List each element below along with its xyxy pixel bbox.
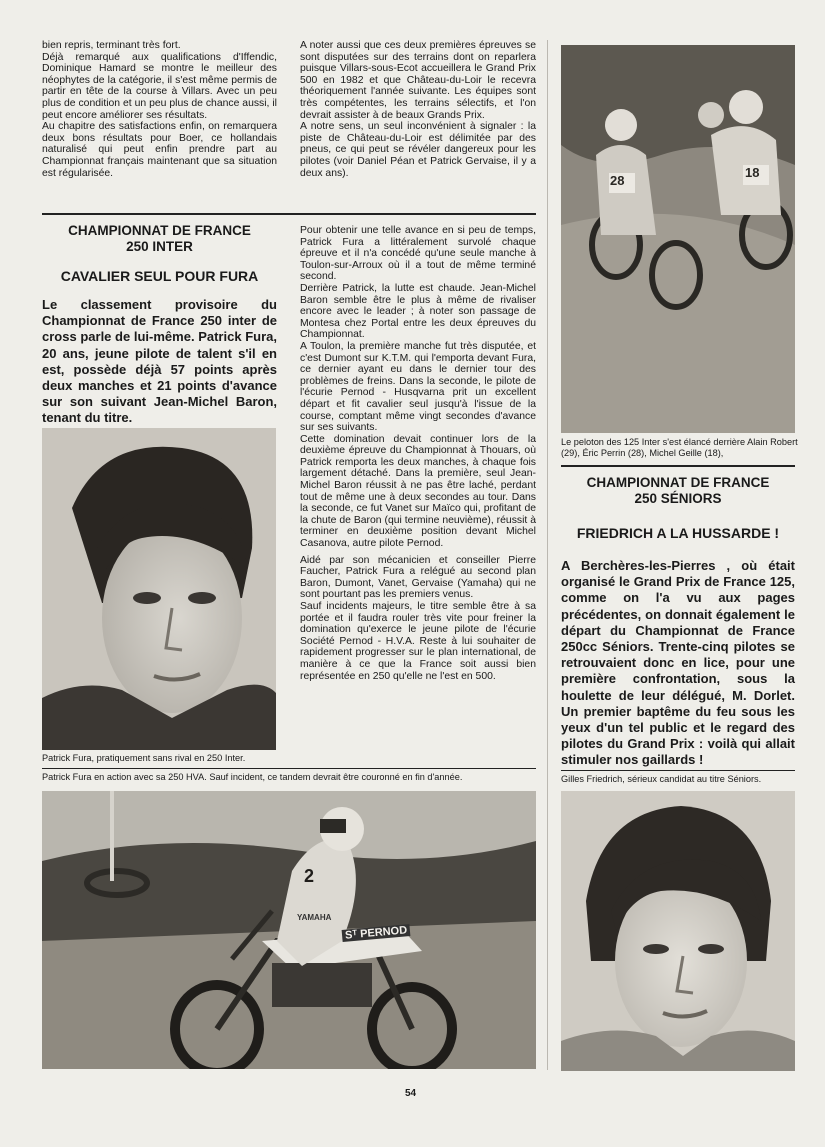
photo-caption: Gilles Friedrich, sérieux candidat au titre Séniors. — [561, 774, 762, 784]
paragraph: A noter aussi que ces deux premières épreuves se sont disputées sur des terrains dont on reparlera puisque Villars-sous-Ecot accueillera le Grand Prix 500 en 1982 et que Château-du-Loir le recevra théoriquement l'année suivante. Les équipes sont très compétentes, les terrains sélectifs, et l'on devrait assister à de beaux Grands Prix. — [300, 40, 536, 121]
paragraph: Pour obtenir une telle avance en si peu de temps, Patrick Fura a littéralement survolé chaque épreuve et il n'a concédé qu'une seule manche à Toulon-sur-Arroux où il a tout de même terminé second. — [300, 225, 536, 283]
bike-sponsor-label: Sᵀ PERNOD — [342, 924, 411, 942]
section-heading: CHAMPIONNAT DE FRANCE 250 INTER — [68, 223, 251, 254]
paragraph: Derrière Patrick, la lutte est chaude. Jean-Michel Baron semble être le plus à même de rivaliser encore avec le leader ; à noter son passage de Montesa chez Portal entre les deux épreuves du Championnat. — [300, 282, 536, 341]
section-divider — [561, 465, 795, 467]
column-a-top — [42, 40, 277, 179]
portrait-friedrich-image — [561, 791, 795, 1071]
paragraph: Au chapitre des satisfactions enfin, on remarquera deux bons résultats pour Boer, ce hollandais naturalisé qui peut enfin prendre part au Championnat français maintenant que sa situation est régularisée. — [42, 121, 277, 179]
column-b-top — [300, 40, 536, 179]
paragraph: A notre sens, un seul inconvénient à signaler : la piste de Château-du-Loir est délimitée par des pneus, ce qui peut se révéler dangereux pour les pilotes (voir Daniel Péan et Patrick Gervaise, il y a deux ans). — [300, 121, 536, 179]
rider-number-b: 18 — [745, 165, 760, 180]
portrait-fura-image — [42, 428, 276, 750]
article-title: CAVALIER SEUL POUR FURA — [60, 268, 259, 284]
paragraph: Sauf incidents majeurs, le titre semble être à sa portée et il faudra rouler très vite pour freiner la domination qu'exerce le jeune pilote de l'écurie Société Pernod - H.V.A. Reste à lui souhaiter de rapidement progresser sur le plan international, de manière à ce que la France soit aussi bien représentée en 250 qu'elle ne l'est en 500. — [300, 601, 536, 682]
column-b-body — [300, 225, 536, 682]
photo-peloton-125 — [561, 45, 795, 433]
paragraph: bien repris, terminant très fort. — [42, 40, 181, 51]
motocross-action-image — [42, 791, 536, 1069]
paragraph: Aidé par son mécanicien et conseiller Pierre Faucher, Patrick Fura a relégué au second plan Baron, Dumont, Vanet, Gervaise (Yamaha) qui ne sont pourtant pas les premiers venus. — [300, 554, 536, 601]
lead-paragraph: Le classement provisoire du Championnat de France 250 inter de cross parle de lui-même. Patrick Fura, 20 ans, jeune pilote de talent s'il en est, possède déjà 57 points après deux manches et 21 points d'avance sur son suivant Jean-Michel Baron, tenant du titre. — [42, 297, 277, 426]
lead-paragraph: A Berchères-les-Pierres , où était organisé le Grand Prix de France 125, comme on l'a vu aux pages précédentes, on donnait également le départ du Championnat de France 250cc Séniors. Trente-cinq pilotes se retrouvaient donc en lice, pour une première confrontation, sous la houlette de leur délégué, M. Dorlet. Un premier baptême du feu sous les yeux d'un tel public et le regard des pilotes du Grand Prix : voilà qui allait stimuler nos gaillards ! — [561, 558, 795, 768]
paragraph: Déjà remarqué aux qualifications d'Iffendic, Dominique Hamard se montre le meilleur des néophytes de la catégorie, il s'est même permis de partir en tête de la course à Villars. Avec un peu plus de condition et un peu plus de chance aussi, il peut encore améliorer ses résultats. — [42, 51, 277, 121]
paragraph: A Toulon, la première manche fut très disputée, et c'est Dumont sur K.T.M. qui l'emporta devant Fura, ce dernier ayant eu dans le dernier tour des problèmes de freins. Dans la seconde, le pilote de l'écurie Pernod - Husqvarna prit un excellent départ et fit cavalier seul jusqu'à l'issue de la course, comptant même vingt secondes d'avance sur ses suivants. — [300, 340, 536, 434]
section-divider — [42, 213, 536, 215]
action-photo-caption: Patrick Fura en action avec sa 250 HVA. Sauf incident, ce tandem devrait être couronné en fin d'année. — [42, 772, 463, 782]
caption-rule — [42, 768, 536, 769]
section-heading: CHAMPIONNAT DE FRANCE 250 SÉNIORS — [586, 475, 770, 506]
portrait-photo-fura — [42, 428, 276, 750]
caption-rule — [561, 770, 795, 771]
column-divider — [547, 40, 548, 1070]
bike-brand-label: YAMAHA — [297, 913, 332, 922]
rider-number-a: 28 — [610, 173, 625, 188]
photo-caption: Patrick Fura, pratiquement sans rival en 250 Inter. — [42, 753, 246, 763]
rider-number: 2 — [304, 866, 315, 886]
article-title: FRIEDRICH A LA HUSSARDE ! — [576, 525, 780, 541]
photo-caption: Le peloton des 125 Inter s'est élancé derrière Alain Robert (29), Éric Perrin (28), Michel Geille (18), — [561, 437, 798, 458]
portrait-photo-friedrich — [561, 791, 795, 1071]
peloton-image — [561, 45, 795, 433]
paragraph: Cette domination devait continuer lors de la deuxième épreuve du Championnat à Thouars, où Patrick remporta les deux manches, à chaque fois largement détaché. Dans la première, seul Jean-Michel Baron réussit à ne pas être laché, perdant tout de même une à deux secondes au tour. Dans la seconde, ce fut Vanet sur Maïco qui, profitant de la chute de Baron (qui termine neuvième), réussit à terminer en deuxième position devant Michel Casanova, autre pilote Pernod. — [300, 433, 536, 550]
action-photo-fura — [42, 791, 536, 1069]
page-number: 54 — [405, 1088, 417, 1099]
